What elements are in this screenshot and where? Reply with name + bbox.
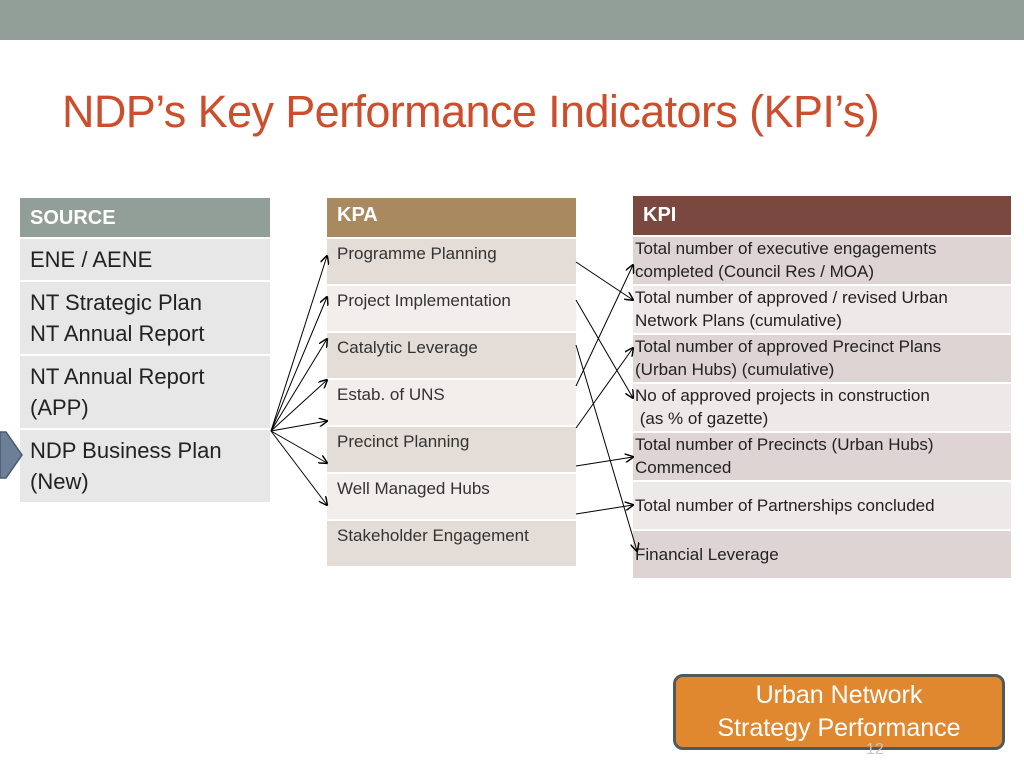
source-row-line: NT Strategic Plan — [30, 290, 203, 315]
kpi-row-line: Total number of executive engagements — [635, 239, 937, 258]
kpa-row: Stakeholder Engagement — [327, 520, 576, 567]
kpi-row-line: No of approved projects in construction — [635, 386, 930, 405]
arrow-precinct-planning-to-kpi-3 — [576, 348, 633, 428]
kpa-row: Well Managed Hubs — [327, 473, 576, 520]
kpa-header: KPA — [327, 198, 576, 238]
top-accent-bar — [0, 0, 1024, 40]
source-row-line: ENE / AENE — [30, 247, 153, 272]
source-table — [20, 198, 270, 504]
kpi-row — [633, 530, 1011, 579]
page-number: 12 — [866, 741, 884, 758]
arrow-well-managed-hubs-to-kpi-5 — [576, 457, 633, 466]
source-header: SOURCE — [20, 198, 270, 238]
kpi-row-line: completed (Council Res / MOA) — [635, 262, 875, 281]
kpa-row: Precinct Planning — [327, 426, 576, 473]
urban-network-strategy-button[interactable] — [673, 674, 1005, 750]
footer-box-line: Urban Network — [755, 681, 923, 709]
kpa-row: Catalytic Leverage — [327, 332, 576, 379]
arrow-source-to-estab-of-uns — [271, 380, 327, 431]
slide-title: NDP’s Key Performance Indicators (KPI’s) — [62, 86, 880, 137]
kpa-row: Project Implementation — [327, 285, 576, 332]
source-row — [20, 238, 270, 281]
kpi-row — [633, 236, 1011, 285]
source-row-line: NT Annual Report — [30, 364, 205, 389]
arrow-project-implementation-to-kpi-4 — [576, 300, 633, 398]
arrow-programme-planning-to-kpi-2 — [576, 262, 633, 300]
source-row — [20, 355, 270, 429]
kpi-row — [633, 432, 1011, 481]
source-row — [20, 281, 270, 355]
kpa-row: Programme Planning — [327, 238, 576, 285]
kpi-row — [633, 383, 1011, 432]
kpi-header: KPI — [633, 196, 1011, 236]
kpi-row-line: Total number of approved / revised Urban — [635, 288, 948, 307]
arrow-source-to-stakeholder-engagement — [271, 431, 327, 505]
kpi-table — [633, 196, 1011, 580]
kpi-row-line: Total number of approved Precinct Plans — [635, 337, 942, 356]
kpi-row-line: Financial Leverage — [635, 545, 779, 564]
arrow-source-to-well-managed-hubs — [271, 431, 327, 463]
arrow-catalytic-leverage-to-kpi-7 — [576, 345, 637, 551]
kpi-row — [633, 334, 1011, 383]
current-row-pointer-icon — [0, 426, 24, 484]
arrow-source-to-project-implementation — [271, 297, 327, 431]
source-row-line: NDP Business Plan — [30, 438, 222, 463]
arrow-estab-of-uns-to-kpi-1 — [576, 265, 633, 386]
kpi-row-line: (as % of gazette) — [635, 409, 769, 428]
source-row-line: NT Annual Report — [30, 321, 205, 346]
arrow-source-to-precinct-planning — [271, 421, 327, 431]
source-row-line: (APP) — [30, 395, 89, 420]
kpa-row: Estab. of UNS — [327, 379, 576, 426]
source-row — [20, 429, 270, 503]
kpi-row-line: Commenced — [635, 458, 732, 477]
arrow-stakeholder-engagement-to-kpi-6 — [576, 505, 633, 514]
kpi-row-line: Total number of Partnerships concluded — [635, 496, 935, 515]
arrow-source-to-programme-planning — [271, 256, 327, 431]
kpi-row-line: (Urban Hubs) (cumulative) — [635, 360, 835, 379]
kpi-row — [633, 285, 1011, 334]
footer-box-line: Strategy Performance — [717, 714, 961, 742]
arrow-source-to-catalytic-leverage — [271, 339, 327, 431]
kpa-table — [327, 198, 576, 568]
source-row-line: (New) — [30, 469, 89, 494]
kpi-row — [633, 481, 1011, 530]
kpi-row-line: Network Plans (cumulative) — [635, 311, 842, 330]
kpi-row-line: Total number of Precincts (Urban Hubs) — [635, 435, 934, 454]
